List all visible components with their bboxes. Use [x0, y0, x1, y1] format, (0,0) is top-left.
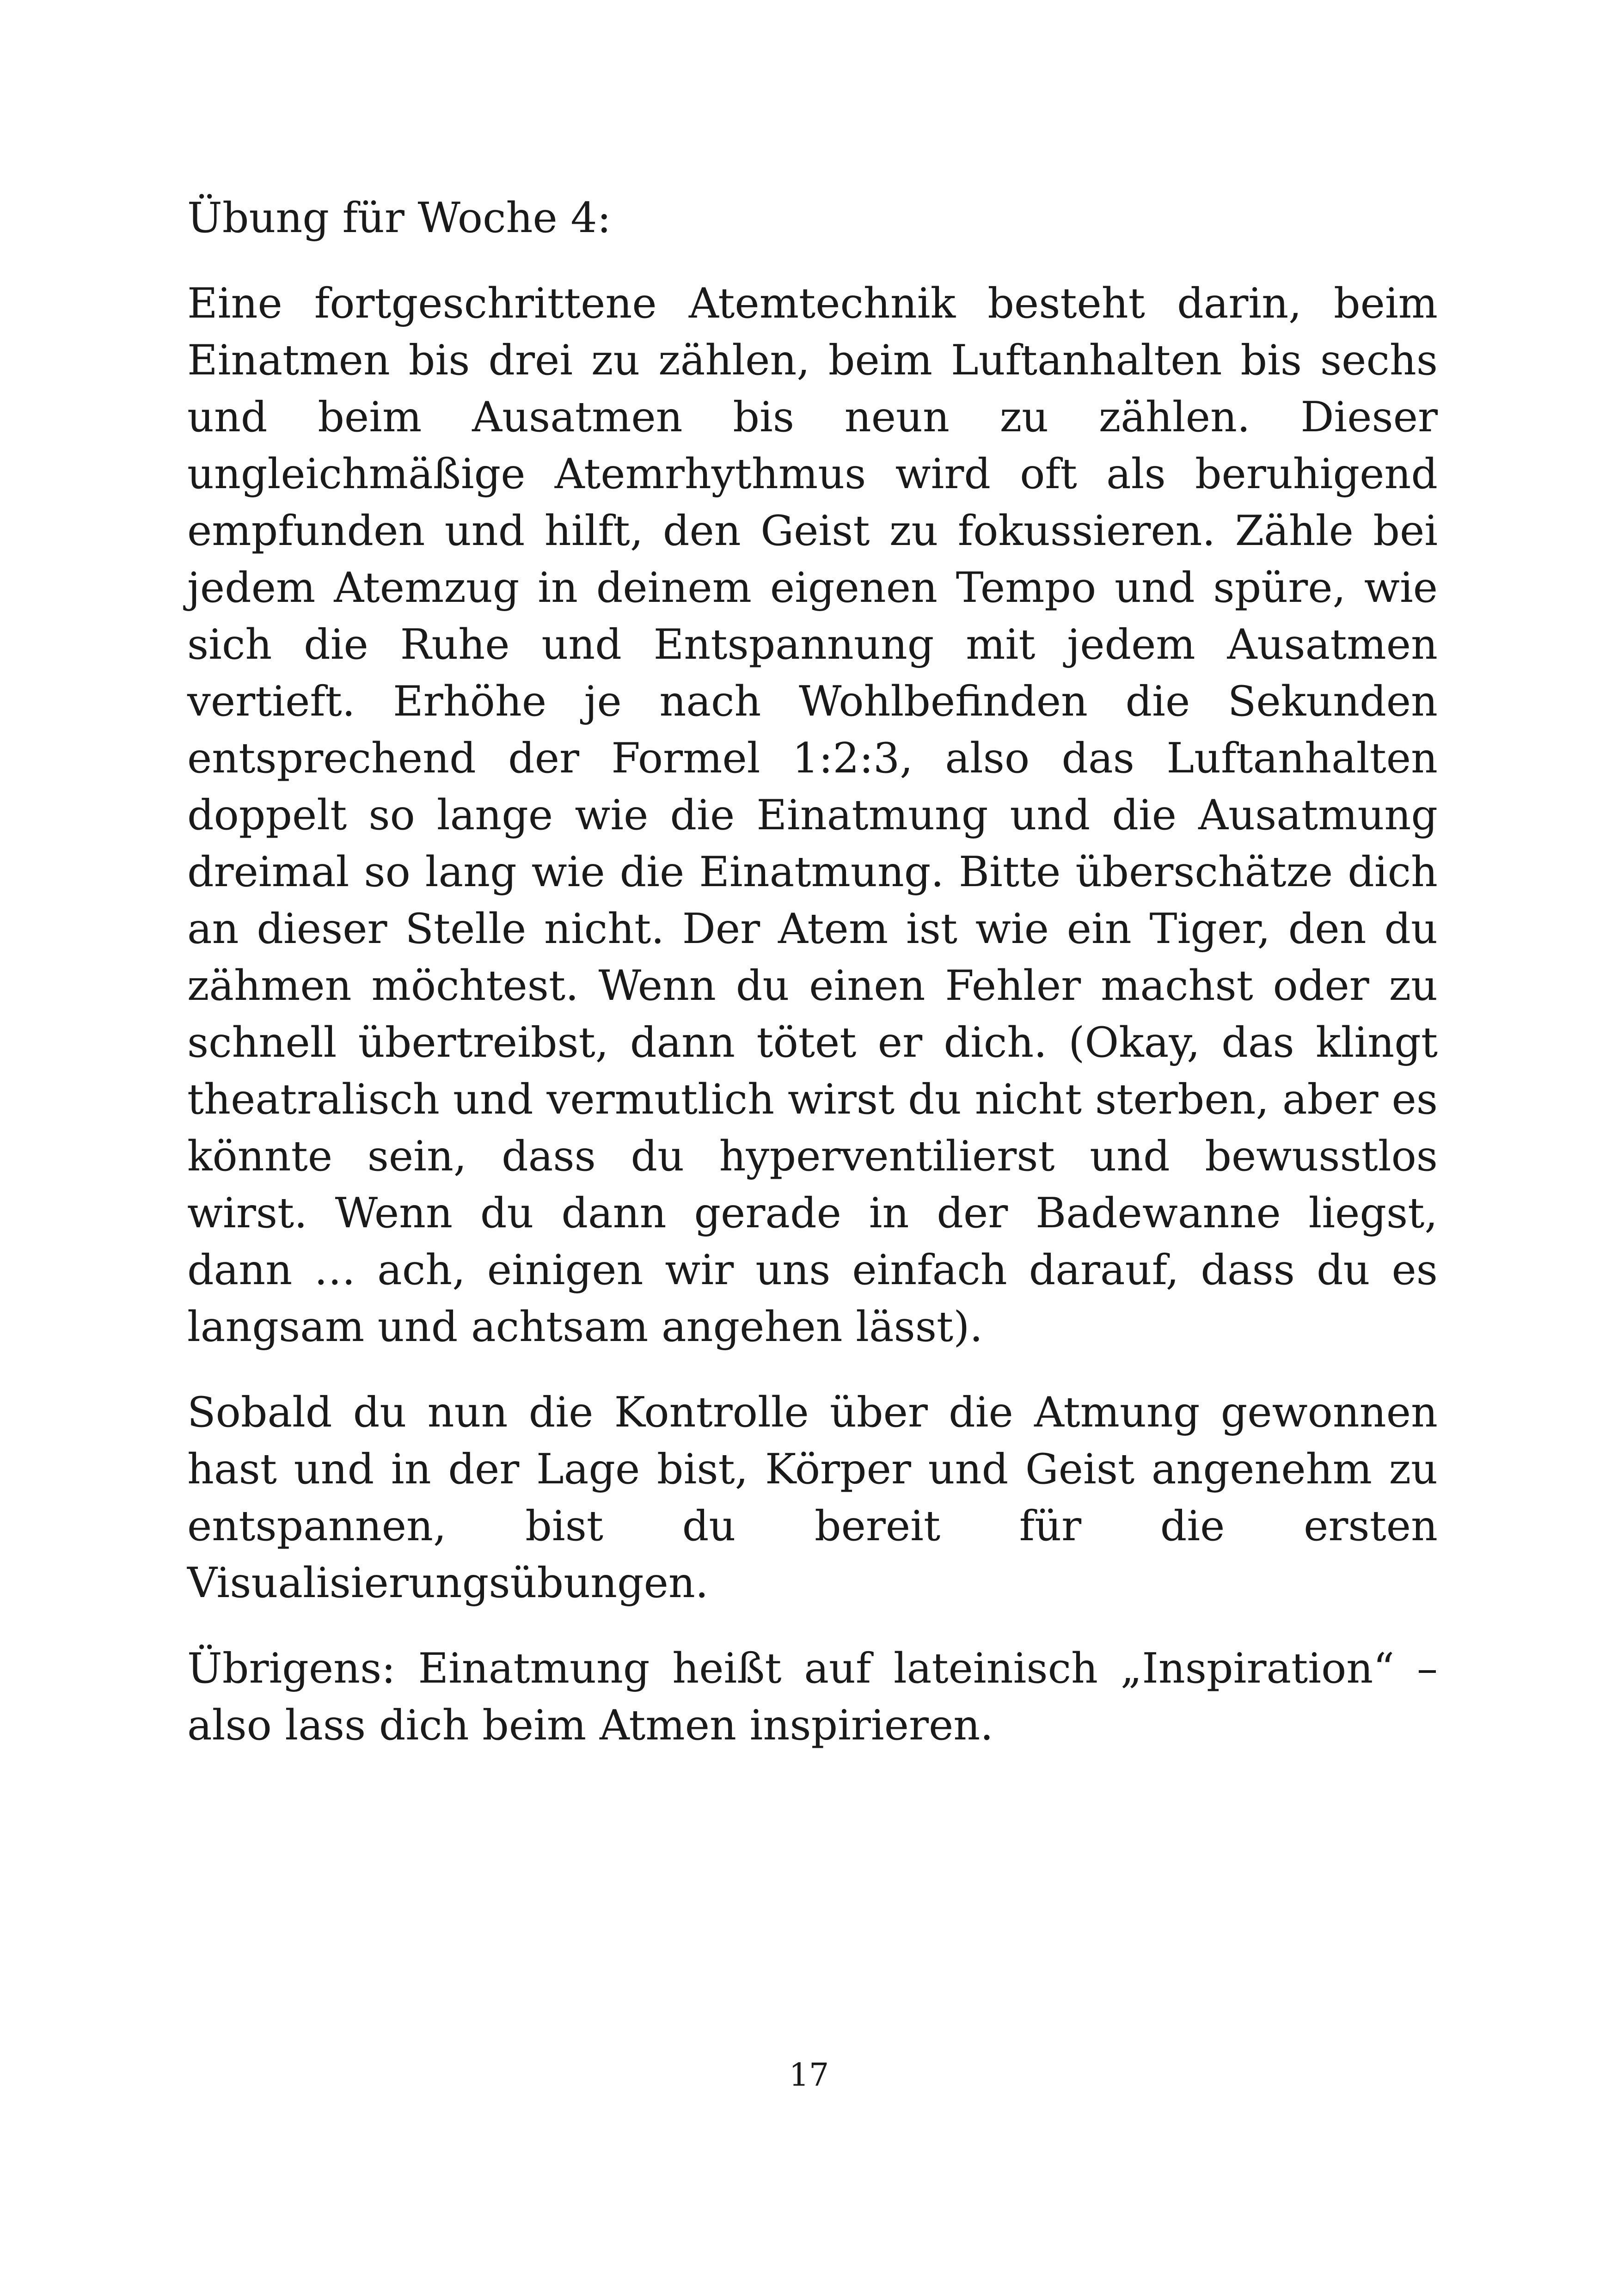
- paragraph-inspiration: Übrigens: Einatmung heißt auf lateinisch „Inspiration“ – also lass dich beim Atmen inspirieren.: [187, 1644, 1438, 1750]
- page-body: [187, 190, 1438, 1782]
- page-number: 17: [789, 2057, 829, 2094]
- paragraph-breathing-technique: Eine fortgeschrittene Atemtechnik besteht darin, beim Einatmen bis drei zu zählen, beim Luftanhalten bis sechs und beim Ausatmen bis neun zu zählen. Dieser ungleichmäßige Atemrhythmus wird oft als beruhigend empfunden und hilft, den Geist zu fokussieren. Zähle bei jedem Atemzug in deinem eigenen Tempo und spüre, wie sich die Ruhe und Entspannung mit jedem Ausatmen vertieft. Erhöhe je nach Wohlbefinden die Sekunden entsprechend der Formel 1:2:3, also das Luftanhalten doppelt so lange wie die Einatmung und die Ausatmung dreimal so lang wie die Einatmung. Bitte überschätze dich an dieser Stelle nicht. Der Atem ist wie ein Tiger, den du zähmen möchtest. Wenn du einen Fehler machst oder zu schnell übertreibst, dann tötet er dich. (Okay, das klingt theatralisch und vermutlich wirst du nicht sterben, aber es könnte sein, dass du hyperventilierst und bewusstlos wirst. Wenn du dann gerade in der Badewanne liegst, dann … ach, einigen wir uns einfach darauf, dass du es langsam und achtsam angehen lässt).: [187, 279, 1438, 1351]
- paragraph-control: Sobald du nun die Kontrolle über die Atmung gewonnen hast und in der Lage bist, Körper und Geist angenehm zu entspannen, bist du bereit für die ersten Visualisierungsübungen.: [187, 1388, 1438, 1607]
- exercise-heading: Übung für Woche 4:: [187, 194, 611, 242]
